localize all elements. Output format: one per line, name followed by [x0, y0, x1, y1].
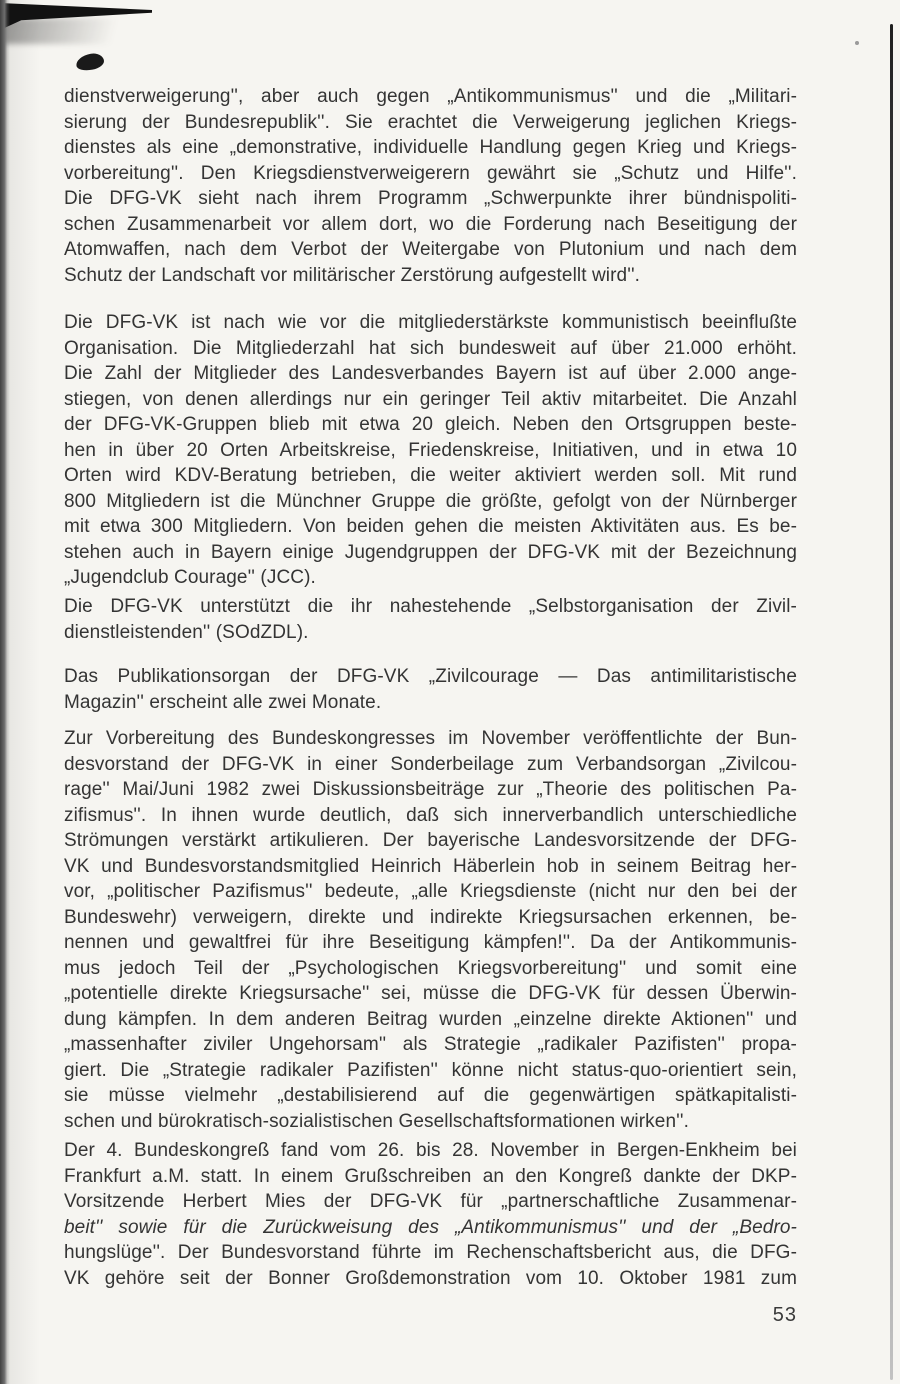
text-line: sie müsse vielmehr „destabilisierend auf die gegenwärtigen spätkapitalisti-	[64, 1085, 797, 1106]
text-line: Die DFG-VK unterstützt die ihr nahestehende „Selbstorganisation der Zivil-	[64, 596, 797, 617]
text-line: VK gehöre seit der Bonner Großdemonstration vom 10. Oktober 1981 zum	[64, 1267, 797, 1289]
text-line: Zur Vorbereitung des Bundeskongresses im November veröffentlichte der Bun-	[64, 728, 797, 749]
text-line: Der 4. Bundeskongreß fand vom 26. bis 28. November in Bergen-Enkheim bei	[64, 1140, 797, 1161]
text-line: „massenhafter ziviler Ungehorsam'' als Strategie „radikaler Pazifisten'' propa-	[64, 1034, 797, 1055]
text-line: vor, „politischer Pazifismus'' bedeute, „alle Kriegsdienste (nicht nur den bei der	[64, 881, 797, 902]
text-line: zifismus''. In ihnen wurde deutlich, daß sich innerverbandlich unterschiedliche	[64, 804, 797, 826]
text-line: Bundeswehr) verweigern, direkte und indirekte Kriegsursachen erkennen, be-	[64, 906, 797, 928]
text-line: Vorsitzende Herbert Mies der DFG-VK für „partnerschaftliche Zusammenar-	[64, 1191, 797, 1212]
text-line: Schutz der Landschaft vor militärischer Zerstörung aufgestellt wird''.	[64, 264, 641, 286]
text-line: hen in über 20 Orten Arbeitskreise, Friedenskreise, Initiativen, und in etwa 10	[64, 439, 797, 461]
page-binding-edge	[0, 0, 10, 1384]
text-line: hungslüge''. Der Bundesvorstand führte im Rechenschaftsbericht aus, die DFG-	[64, 1242, 797, 1263]
text-line: der DFG-VK-Gruppen blieb mit etwa 20 gleich. Neben den Ortsgruppen beste-	[64, 414, 797, 435]
text-line: Orten wird KDV-Beratung betrieben, die weiter aktiviert werden soll. Mit rund	[64, 465, 797, 486]
text-line: Atomwaffen, nach dem Verbot der Weitergabe von Plutonium und nach dem	[64, 239, 797, 260]
text-line: „potentielle direkte Kriegsursache'' sei, müsse die DFG-VK für dessen Überwin-	[64, 983, 797, 1004]
text-line: mus jedoch Teil der „Psychologischen Kriegsvorbereitung'' und somit eine	[64, 957, 797, 979]
text-line: „Jugendclub Courage'' (JCC).	[64, 567, 316, 588]
page-scan-line	[890, 24, 893, 1380]
paragraph	[64, 84, 797, 288]
text-line: dung kämpfen. In dem anderen Beitrag wurden „einzelne direkte Aktionen'' und	[64, 1008, 797, 1030]
text-line: Die DFG-VK sieht nach ihrem Programm „Schwerpunkte ihrer bündnispoliti-	[64, 188, 797, 209]
text-line: stiegen, von denen allerdings nur ein geringer Teil aktiv mitarbeitet. Die Anzahl	[64, 388, 797, 410]
scan-speck	[855, 41, 859, 45]
paragraph	[64, 1138, 797, 1291]
paragraph	[64, 310, 797, 591]
page-number: 53	[772, 1304, 797, 1326]
text-line: dienstleistenden'' (SOdZDL).	[64, 621, 309, 643]
text-line: schen und bürokratisch-sozialistischen Gesellschaftsformationen wirken''.	[64, 1110, 689, 1132]
text-line: Magazin'' erscheint alle zwei Monate.	[64, 691, 382, 713]
text-line: Organisation. Die Mitgliederzahl hat sich bundesweit auf über 21.000 erhöht.	[64, 337, 797, 359]
text-line: Die DFG-VK ist nach wie vor die mitgliederstärkste kommunistisch beeinflußte	[64, 312, 797, 333]
paragraph	[64, 726, 797, 1134]
text-line: schen Zusammenarbeit vor allem dort, wo die Forderung nach Beseitigung der	[64, 213, 797, 235]
scan-shadow	[0, 18, 190, 44]
text-line: VK und Bundesvorstandsmitglied Heinrich Häberlein hob in seinem Beitrag her-	[64, 855, 797, 877]
text-line: Die Zahl der Mitglieder des Landesverbandes Bayern ist auf über 2.000 ange-	[64, 363, 797, 384]
text-line: Das Publikationsorgan der DFG-VK „Zivilcourage — Das antimilitaristische	[64, 666, 797, 687]
paragraph	[64, 664, 797, 715]
text-line: Frankfurt a.M. statt. In einem Grußschreiben an den Kongreß dankte der DKP-	[64, 1165, 797, 1187]
paragraph	[64, 594, 797, 645]
text-line: stehen auch in Bayern einige Jugendgruppen der DFG-VK mit der Bezeichnung	[64, 541, 797, 563]
text-line: dienstes als eine „demonstrative, individuelle Handlung gegen Krieg und Kriegs-	[64, 137, 797, 158]
text-line: nennen und gewaltfrei für ihre Beseitigung kämpfen!''. Da der Antikommunis-	[64, 932, 797, 953]
text-line: beit'' sowie für die Zurückweisung des „Antikommunismus'' und der „Bedro-	[64, 1216, 797, 1238]
ink-blob-mark	[75, 52, 105, 73]
text-line: Strömungen verstärkt artikulieren. Der bayerische Landesvorsitzende der DFG-	[64, 830, 797, 851]
text-line: rage'' Mai/Juni 1982 zwei Diskussionsbeiträge zur „Theorie des politischen Pa-	[64, 779, 797, 800]
text-line: sierung der Bundesrepublik''. Sie erachtet die Verweigerung jeglichen Kriegs-	[64, 111, 797, 133]
text-line: 800 Mitgliedern ist die Münchner Gruppe die größte, gefolgt von der Nürnberger	[64, 490, 797, 512]
text-line: giert. Die „Strategie radikaler Pazifisten'' könne nicht status-quo-orientiert sein,	[64, 1059, 797, 1081]
text-line: vorbereitung''. Den Kriegsdienstverweigerern gewährt sie „Schutz und Hilfe''.	[64, 162, 797, 184]
text-line: dienstverweigerung'', aber auch gegen „Antikommunismus'' und die „Militari-	[64, 86, 797, 107]
text-line: desvorstand der DFG-VK in einer Sonderbeilage zum Verbandsorgan „Zivilcou-	[64, 753, 797, 775]
text-line: mit etwa 300 Mitgliedern. Von beiden gehen die meisten Aktivitäten aus. Es be-	[64, 516, 797, 537]
